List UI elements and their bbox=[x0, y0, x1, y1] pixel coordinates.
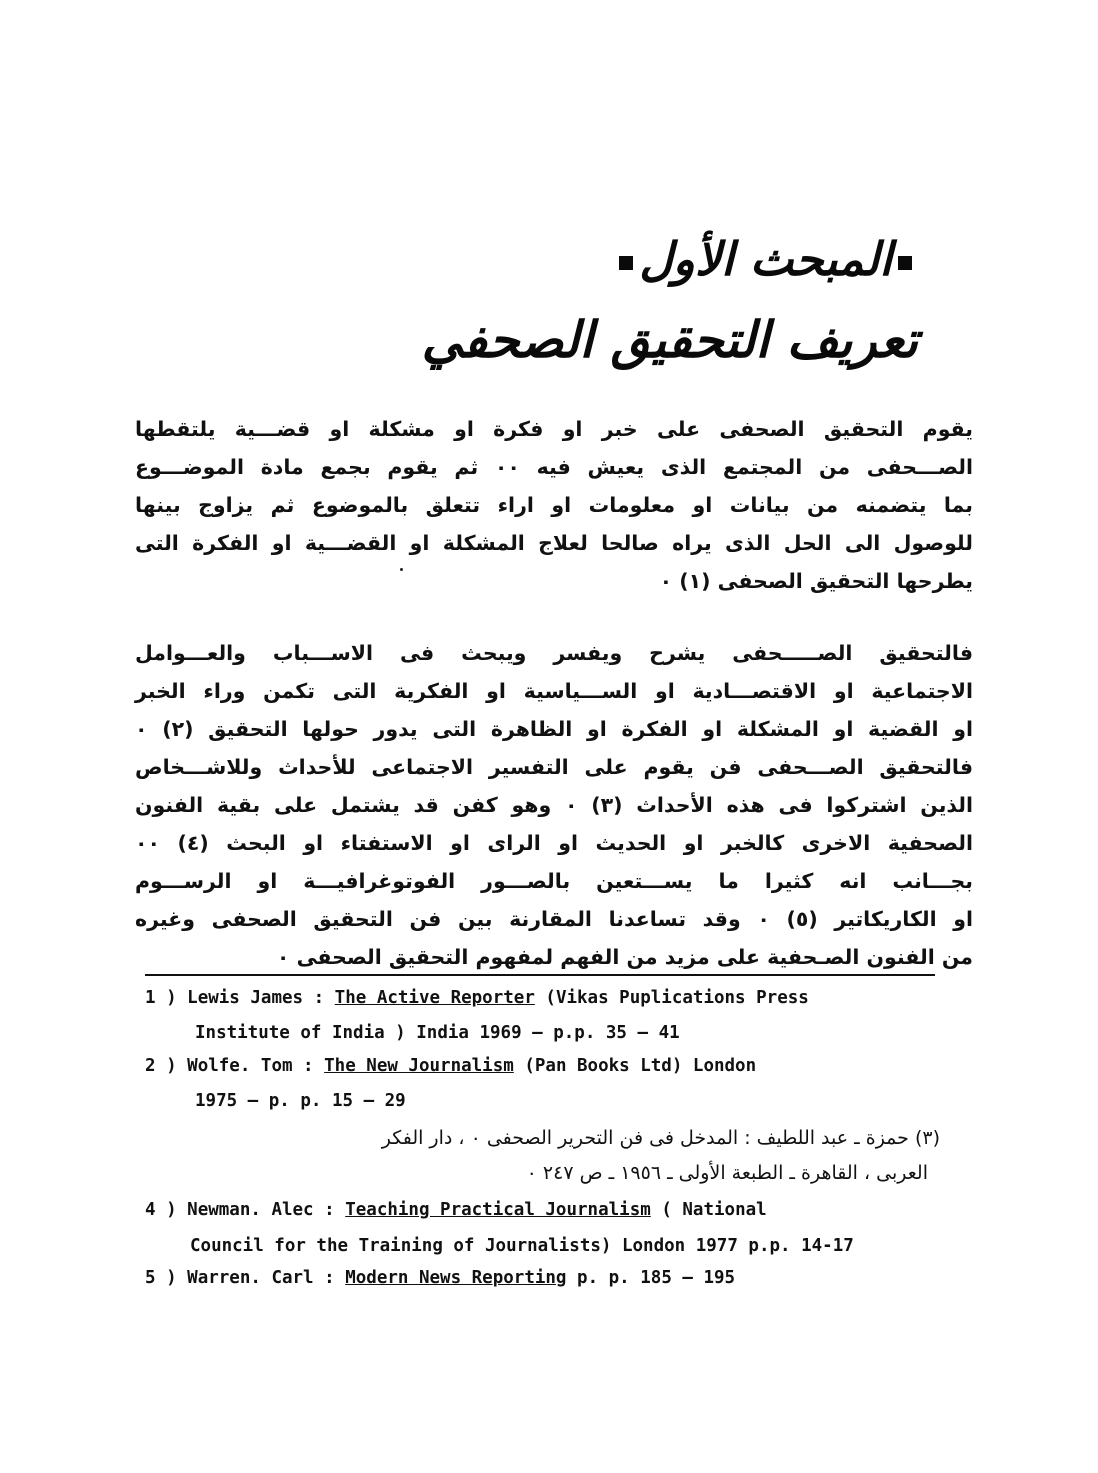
footnote-pages: p. p. 185 — 195 bbox=[577, 1268, 736, 1288]
paragraph-line: او القضية او المشكلة او الفكرة او الظاهرة التى يدور حولها التحقيق (٢) ٠ bbox=[135, 717, 973, 741]
paragraph-line: الاجتماعية او الاقتصـــادية او الســـياسية او الفكرية التى تكمن وراء الخبر bbox=[135, 679, 973, 703]
paragraph-line: الصـــحفى من المجتمع الذى يعيش فيه ٠٠ ثم يقوم بجمع مادة الموضـــوع bbox=[135, 455, 974, 479]
footnote-marker: 1 ) bbox=[145, 988, 177, 1008]
paragraph-line: الصحفية الاخرى كالخبر او الحديث او الراى او الاستفتاء او البحث (٤) ٠٠ bbox=[135, 831, 973, 855]
paragraph-2 bbox=[135, 634, 973, 976]
footnote-1-line-1 bbox=[145, 988, 809, 1008]
footnote-3-line-1: (٣) حمزة ـ عبد اللطيف : المدخل فى فن التحرير الصحفى ٠ ، دار الفكر bbox=[381, 1127, 940, 1149]
paragraph-line: او الكاريكاتير (٥) ٠ وقد تساعدنا المقارنة بين فن التحقيق الصحفى وغيره bbox=[135, 907, 973, 931]
footnote-book-title: The Active Reporter bbox=[334, 988, 535, 1008]
section-title: تعريف التحقيق الصحفي bbox=[421, 310, 918, 369]
footnote-author: Wolfe. Tom : bbox=[187, 1056, 314, 1076]
footnote-4-line-2: Council for the Training of Journalists) London 1977 p.p. 14-17 bbox=[190, 1236, 854, 1256]
chapter-heading bbox=[613, 232, 918, 286]
chapter-title: المبحث الأول bbox=[639, 232, 892, 286]
footnote-4-line-1 bbox=[145, 1200, 767, 1220]
footnote-marker: 2 ) bbox=[145, 1056, 177, 1076]
footnote-book-title: Modern News Reporting bbox=[345, 1268, 567, 1288]
footnote-5-line-1 bbox=[145, 1268, 735, 1288]
footnote-marker: 5 ) bbox=[145, 1268, 177, 1288]
footnote-divider bbox=[145, 974, 935, 976]
paragraph-line: فالتحقيق الصـــــحفى يشرح ويفسر ويبحث فى الاســـباب والعـــوامل bbox=[135, 641, 973, 665]
paragraph-1 bbox=[135, 410, 973, 600]
paragraph-line: يطرحها التحقيق الصحفى (١) ٠ bbox=[659, 569, 973, 593]
paragraph-line: الذين اشتركوا فى هذه الأحداث (٣) ٠ وهو كفن قد يشتمل على بقية الفنون bbox=[135, 793, 973, 817]
footnote-author: Newman. Alec : bbox=[187, 1200, 335, 1220]
footnote-2-line-1 bbox=[145, 1056, 756, 1076]
ink-speck bbox=[400, 568, 403, 571]
footnote-publisher: ( National bbox=[661, 1200, 767, 1220]
footnote-2-line-2: 1975 — p. p. 15 — 29 bbox=[195, 1091, 406, 1111]
footnote-author: Warren. Carl : bbox=[187, 1268, 335, 1288]
paragraph-line: للوصول الى الحل الذى يراه صالحا لعلاج المشكلة او القضـــية او الفكرة التى bbox=[135, 531, 973, 555]
paragraph-line: بجـــانب انه كثيرا ما يســـتعين بالصـــور الفوتوغرافيـــة او الرســـوم bbox=[135, 869, 973, 893]
paragraph-line: فالتحقيق الصـــحفى فن يقوم على التفسير الاجتماعى للأحداث وللاشـــخاص bbox=[135, 755, 973, 779]
paragraph-line: بما يتضمنه من بيانات او معلومات او اراء تتعلق بالموضوع ثم يزاوج بينها bbox=[135, 493, 973, 517]
bullet-square-icon bbox=[619, 256, 633, 270]
paragraph-line: من الفنون الصـحفية على مزيد من الفهم لمفهوم التحقيق الصحفى ٠ bbox=[276, 945, 973, 969]
footnote-book-title: Teaching Practical Journalism bbox=[345, 1200, 651, 1220]
footnote-marker: 4 ) bbox=[145, 1200, 177, 1220]
footnote-author: Lewis James : bbox=[187, 988, 325, 1008]
paragraph-line: يقوم التحقيق الصحفى على خبر او فكرة او مشكلة او قضـــية يلتقطها bbox=[135, 417, 973, 441]
footnote-book-title: The New Journalism bbox=[324, 1056, 514, 1076]
footnote-1-line-2: Institute of India ) India 1969 — p.p. 35 — 41 bbox=[195, 1023, 680, 1043]
footnote-publisher: (Pan Books Ltd) London bbox=[524, 1056, 757, 1076]
bullet-square-icon bbox=[898, 256, 912, 270]
footnote-publisher: (Vikas Puplications Press bbox=[545, 988, 809, 1008]
footnote-3-line-2: العربى ، القاهرة ـ الطبعة الأولى ـ ١٩٥٦ ـ ص ٢٤٧ ٠ bbox=[526, 1162, 928, 1184]
